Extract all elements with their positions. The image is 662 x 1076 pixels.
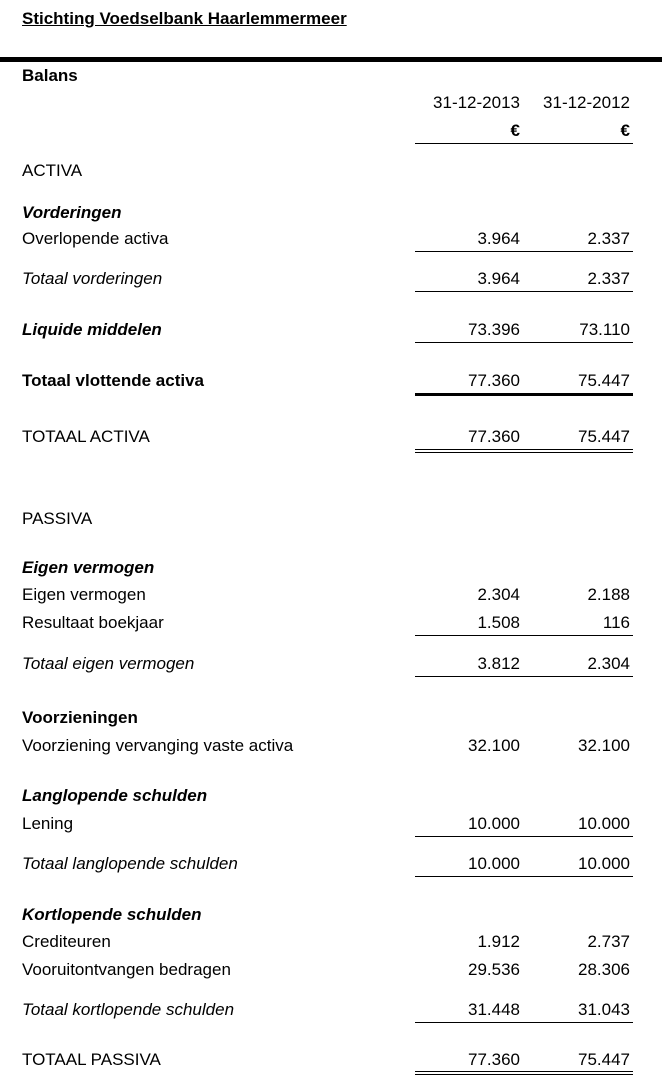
value-resultaat-boekjaar-2013: 1.508 <box>477 613 520 632</box>
heading-eigen-vermogen: Eigen vermogen <box>22 558 155 577</box>
currency-symbol-2012: € <box>620 121 630 140</box>
row-label-totaal-kortlopende-schulden: Totaal kortlopende schulden <box>22 1000 235 1019</box>
value-resultaat-boekjaar-2012: 116 <box>602 613 630 632</box>
row-label-totaal-passiva: TOTAAL PASSIVA <box>22 1050 161 1069</box>
value-overlopende-activa-2013: 3.964 <box>477 229 520 248</box>
value-crediteuren-2013: 1.912 <box>477 932 520 951</box>
row-label-eigen-vermogen: Eigen vermogen <box>22 585 146 604</box>
row-label-totaal-eigen-vermogen: Totaal eigen vermogen <box>22 654 195 673</box>
value-totaal-vlottende-activa-2013: 77.360 <box>468 371 520 390</box>
row-label-lening: Lening <box>22 814 74 833</box>
section-heading-passiva: PASSIVA <box>22 509 93 528</box>
total-line <box>415 876 633 877</box>
value-totaal-passiva-2012: 75.447 <box>578 1050 630 1069</box>
column-header-2012: 31-12-2012 <box>543 93 630 112</box>
value-liquide-middelen-2012: 73.110 <box>579 320 630 339</box>
value-liquide-middelen-2013: 73.396 <box>468 320 520 339</box>
value-voorziening-vervanging-2012: 32.100 <box>578 736 630 755</box>
heading-voorzieningen: Voorzieningen <box>22 708 138 727</box>
value-totaal-kortlopende-schulden-2013: 31.448 <box>468 1000 520 1019</box>
document-title: Balans <box>22 66 78 85</box>
value-crediteuren-2012: 2.737 <box>587 932 630 951</box>
row-label-vooruitontvangen-bedragen: Vooruitontvangen bedragen <box>22 960 231 979</box>
value-totaal-kortlopende-schulden-2012: 31.043 <box>578 1000 630 1019</box>
value-vooruitontvangen-bedragen-2012: 28.306 <box>578 960 630 979</box>
value-totaal-vorderingen-2012: 2.337 <box>587 269 630 288</box>
value-lening-2013: 10.000 <box>468 814 520 833</box>
section-heading-activa: ACTIVA <box>22 161 83 180</box>
value-lening-2012: 10.000 <box>578 814 630 833</box>
row-label-totaal-activa: TOTAAL ACTIVA <box>22 427 150 446</box>
row-label-totaal-vlottende-activa: Totaal vlottende activa <box>22 371 205 390</box>
heading-langlopende-schulden: Langlopende schulden <box>22 786 208 805</box>
row-label-voorziening-vervanging: Voorziening vervanging vaste activa <box>22 736 294 755</box>
row-label-totaal-langlopende-schulden: Totaal langlopende schulden <box>22 854 238 873</box>
grand-total-double-line <box>415 1071 633 1075</box>
heading-vorderingen: Vorderingen <box>22 203 122 222</box>
row-label-resultaat-boekjaar: Resultaat boekjaar <box>22 613 164 632</box>
value-totaal-passiva-2013: 77.360 <box>468 1050 520 1069</box>
total-line-thick <box>415 393 633 396</box>
value-voorziening-vervanging-2013: 32.100 <box>468 736 520 755</box>
total-line <box>415 1022 633 1023</box>
total-line <box>415 676 633 677</box>
row-label-overlopende-activa: Overlopende activa <box>22 229 169 248</box>
row-label-liquide-middelen: Liquide middelen <box>22 320 162 339</box>
currency-symbol-2013: € <box>510 121 520 140</box>
column-header-underline <box>415 143 633 144</box>
column-header-2013: 31-12-2013 <box>433 93 520 112</box>
value-eigen-vermogen-2013: 2.304 <box>477 585 520 604</box>
value-totaal-activa-2013: 77.360 <box>468 427 520 446</box>
value-totaal-langlopende-schulden-2012: 10.000 <box>578 854 630 873</box>
value-vooruitontvangen-bedragen-2013: 29.536 <box>468 960 520 979</box>
header-rule <box>0 57 662 62</box>
value-eigen-vermogen-2012: 2.188 <box>587 585 630 604</box>
value-totaal-activa-2012: 75.447 <box>578 427 630 446</box>
organization-title: Stichting Voedselbank Haarlemmermeer <box>22 9 347 28</box>
heading-kortlopende-schulden: Kortlopende schulden <box>22 905 202 924</box>
subtotal-line <box>415 635 633 636</box>
row-label-totaal-vorderingen: Totaal vorderingen <box>22 269 163 288</box>
grand-total-double-line <box>415 449 633 453</box>
value-totaal-vlottende-activa-2012: 75.447 <box>578 371 630 390</box>
value-totaal-eigen-vermogen-2013: 3.812 <box>477 654 520 673</box>
subtotal-line <box>415 251 633 252</box>
total-line <box>415 342 633 343</box>
value-totaal-eigen-vermogen-2012: 2.304 <box>587 654 630 673</box>
value-overlopende-activa-2012: 2.337 <box>587 229 630 248</box>
total-line <box>415 291 633 292</box>
subtotal-line <box>415 836 633 837</box>
value-totaal-langlopende-schulden-2013: 10.000 <box>468 854 520 873</box>
row-label-crediteuren: Crediteuren <box>22 932 111 951</box>
value-totaal-vorderingen-2013: 3.964 <box>477 269 520 288</box>
